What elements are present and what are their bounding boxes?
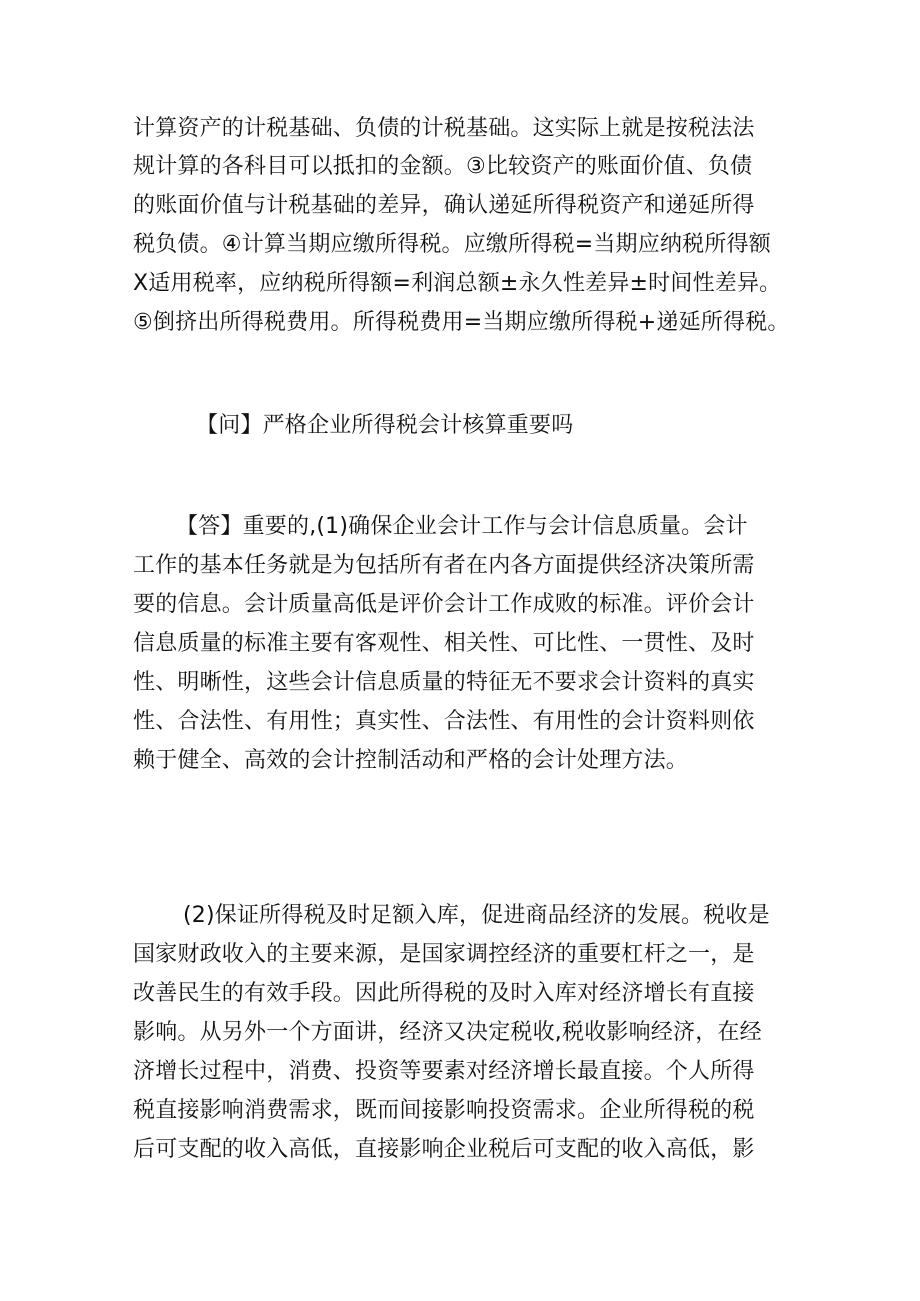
paragraph-1-line-3: 的账面价值与计税基础的差异，确认递延所得税资产和递延所得 [133, 193, 755, 218]
paragraph-2-line-2: 国家财政收入的主要来源，是国家调控经济的重要杠杆之一，是 [133, 942, 755, 967]
answer-line-3: 要的信息。会计质量高低是评价会计工作成败的标准。评价会计 [133, 592, 755, 617]
paragraph-1-line-1: 计算资产的计税基础、负债的计税基础。这实际上就是按税法法 [133, 116, 755, 141]
answer-line-2: 工作的基本任务就是为包括所有者在内各方面提供经济决策所需 [133, 553, 755, 578]
paragraph-2-line-7: 后可支配的收入高低，直接影响企业税后可支配的收入高低，影 [133, 1137, 755, 1162]
paragraph-2-line-4: 影响。从另外一个方面讲，经济又决定税收,税收影响经济，在经 [133, 1020, 762, 1045]
paragraph-2-line-1: (2)保证所得税及时足额入库，促进商品经济的发展。税收是 [183, 903, 770, 928]
paragraph-1-line-4: 税负债。④计算当期应缴所得税。应缴所得税=当期应纳税所得额 [133, 232, 771, 257]
paragraph-2-line-5: 济增长过程中，消费、投资等要素对经济增长最直接。个人所得 [133, 1059, 755, 1084]
answer-line-5: 性、明晰性，这些会计信息质量的特征无不要求会计资料的真实 [133, 670, 755, 695]
paragraph-2-line-3: 改善民生的有效手段。因此所得税的及时入库对经济增长有直接 [133, 981, 755, 1006]
paragraph-1-line-6: ⑤倒挤出所得税费用。所得税费用=当期应缴所得税+递延所得税。 [133, 310, 790, 335]
question-heading: 【问】严格企业所得税会计核算重要吗 [196, 413, 574, 438]
answer-line-1: 【答】重要的,(1)确保企业会计工作与会计信息质量。会计 [176, 514, 748, 539]
answer-line-6: 性、合法性、有用性；真实性、合法性、有用性的会计资料则依 [133, 709, 755, 734]
paragraph-1-line-2: 规计算的各科目可以抵扣的金额。③比较资产的账面价值、负债 [133, 154, 753, 179]
paragraph-1-line-5: X适用税率，应纳税所得额=利润总额±永久性差异±时间性差异。 [133, 271, 782, 296]
answer-line-4: 信息质量的标准主要有客观性、相关性、可比性、一贯性、及时 [133, 631, 755, 656]
answer-line-7: 赖于健全、高效的会计控制活动和严格的会计处理方法。 [133, 748, 689, 773]
paragraph-2-line-6: 税直接影响消费需求，既而间接影响投资需求。企业所得税的税 [133, 1098, 755, 1123]
